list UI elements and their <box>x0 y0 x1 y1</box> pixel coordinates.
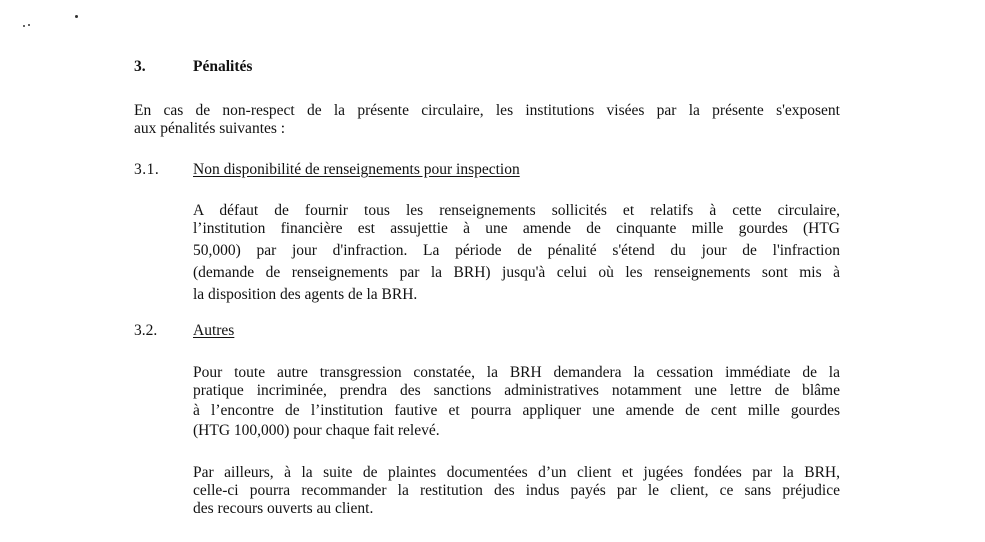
paragraph-line: Par ailleurs, à la suite de plaintes documentées d’un client et jugées fondées par la BRH, <box>193 464 840 481</box>
paragraph-line: A défaut de fournir tous les renseignements sollicités et relatifs à cette circulaire, <box>193 202 840 219</box>
scan-speck <box>75 15 78 18</box>
paragraph-line: pratique incriminée, prendra des sanctions administratives notamment une lettre de blâme <box>193 382 840 399</box>
paragraph-line: (HTG 100,000) pour chaque fait relevé. <box>193 422 440 439</box>
paragraph-line: la disposition des agents de la BRH. <box>193 286 418 303</box>
intro-line: En cas de non-respect de la présente circulaire, les institutions visées par la présente s'exposent <box>134 102 840 119</box>
subsection-title: Autres <box>193 322 235 339</box>
scan-speck <box>28 24 30 26</box>
paragraph-line: des recours ouverts au client. <box>193 500 374 517</box>
subsection-number: 3.1. <box>134 161 160 178</box>
paragraph-line: à l’encontre de l’institution fautive et pourra appliquer une amende de cent mille gourdes <box>193 402 840 419</box>
paragraph-line: Pour toute autre transgression constatée, la BRH demandera la cessation immédiate de la <box>193 364 840 381</box>
paragraph-line: celle-ci pourra recommander la restitution des indus payés par le client, ce sans préjudice <box>193 482 840 499</box>
subsection-number: 3.2. <box>134 322 158 339</box>
section-title: Pénalités <box>193 58 253 75</box>
intro-line: aux pénalités suivantes : <box>134 120 286 137</box>
paragraph-line: l’institution financière est assujettie à une amende de cinquante mille gourdes (HTG <box>193 220 840 237</box>
section-number: 3. <box>134 58 146 75</box>
paragraph-line: 50,000) par jour d'infraction. La période de pénalité s'étend du jour de l'infraction <box>193 242 840 259</box>
paragraph-line: (demande de renseignements par la BRH) jusqu'à celui où les renseignements sont mis à <box>193 264 840 281</box>
subsection-title: Non disponibilité de renseignements pour inspection <box>193 161 520 178</box>
scan-speck <box>23 25 25 27</box>
section-heading <box>134 58 252 76</box>
